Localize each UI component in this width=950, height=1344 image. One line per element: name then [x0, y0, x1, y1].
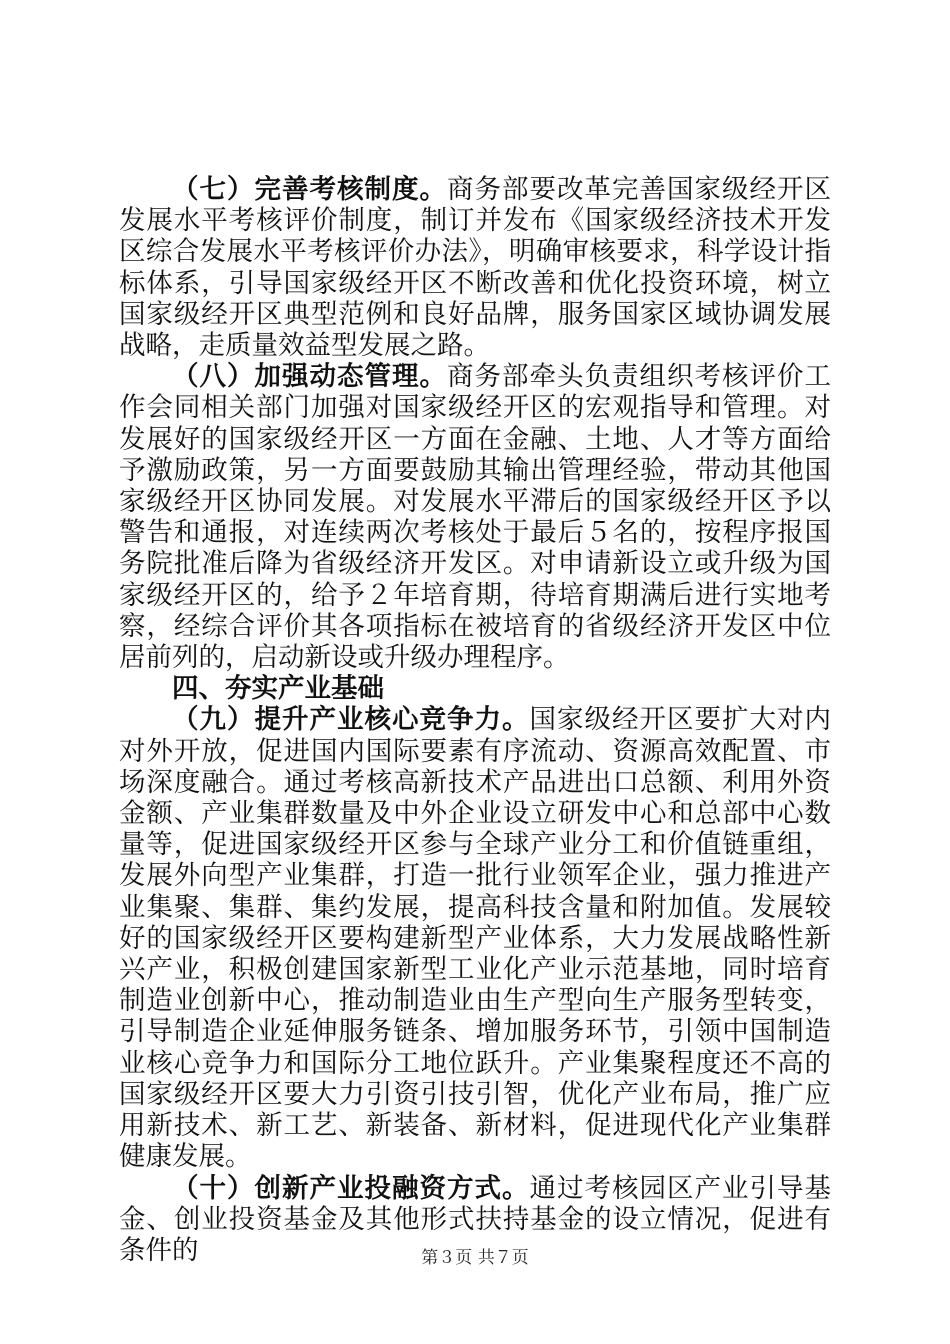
- paragraph-10-heading: （十）创新产业投融资方式。: [172, 1172, 530, 1204]
- section-heading: 四、夯实产业基础: [172, 673, 384, 705]
- paragraph-8: [119, 361, 831, 673]
- paragraph-7-text: 商务部要改革完善国家级经开区发展水平考核评价制度，制订并发布《国家级经济技术开发区综合发展水平考核评价办法》，明确审核要求，科学设计指标体系，引导国家级经开区不断改善和优化投资环境，树立国家级经开区典型范例和良好品牌，服务国家区域协调发展战略，走质量效益型发展之路。: [119, 174, 831, 362]
- paragraph-7-heading: （七）完善考核制度。: [172, 174, 447, 205]
- paragraph-9: [119, 704, 831, 1172]
- paragraph-7: [119, 174, 831, 361]
- paragraph-10-text: 通过考核园区产业引导基金、创业投资基金及其他形式扶持基金的设立情况，促进有条件的: [119, 1172, 831, 1266]
- paragraph-9-text: 国家级经开区要扩大对内对外开放，促进国内国际要素有序流动、资源高效配置、市场深度融合。通过考核高新技术产品进出口总额、利用外资金额、产业集群数量及中外企业设立研发中心和总部中心数量等，促进国家级经开区参与全球产业分工和价值链重组，发展外向型产业集群，打造一批行业领军企业，强力推进产业集聚、集群、集约发展，提高科技含量和附加值。发展较好的国家级经开区要构建新型产业体系，大力发展战略性新兴产业，积极创建国家新型工业化产业示范基地，同时培育制造业创新中心，推动制造业由生产型向生产服务型转变，引导制造企业延伸服务链条、增加服务环节，引领中国制造业核心竞争力和国际分工地位跃升。产业集聚程度还不高的国家级经开区要大力引资引技引智，优化产业布局，推广应用新技术、新工艺、新装备、新材料，促进现代化产业集群健康发展。: [119, 704, 831, 1173]
- paragraph-8-heading: （八）加强动态管理。: [172, 361, 447, 393]
- paragraph-9-heading: （九）提升产业核心竞争力。: [172, 704, 530, 736]
- page-footer: 第３页 共７页: [421, 1248, 529, 1268]
- paragraph-8-text: 商务部牵头负责组织考核评价工作会同相关部门加强对国家级经开区的宏观指导和管理。对发展好的国家级经开区一方面在金融、土地、人才等方面给予激励政策，另一方面要鼓励其输出管理经验，带动其他国家级经开区协同发展。对发展水平滞后的国家级经开区予以警告和通报，对连续两次考核处于最后５名的，按程序报国务院批准后降为省级经济开发区。对申请新设立或升级为国家级经开区的，给予２年培育期，待培育期满后进行实地考察，经综合评价其各项指标在被培育的省级经济开发区中位居前列的，启动新设或升级办理程序。: [119, 361, 831, 674]
- document-body: [119, 174, 831, 1266]
